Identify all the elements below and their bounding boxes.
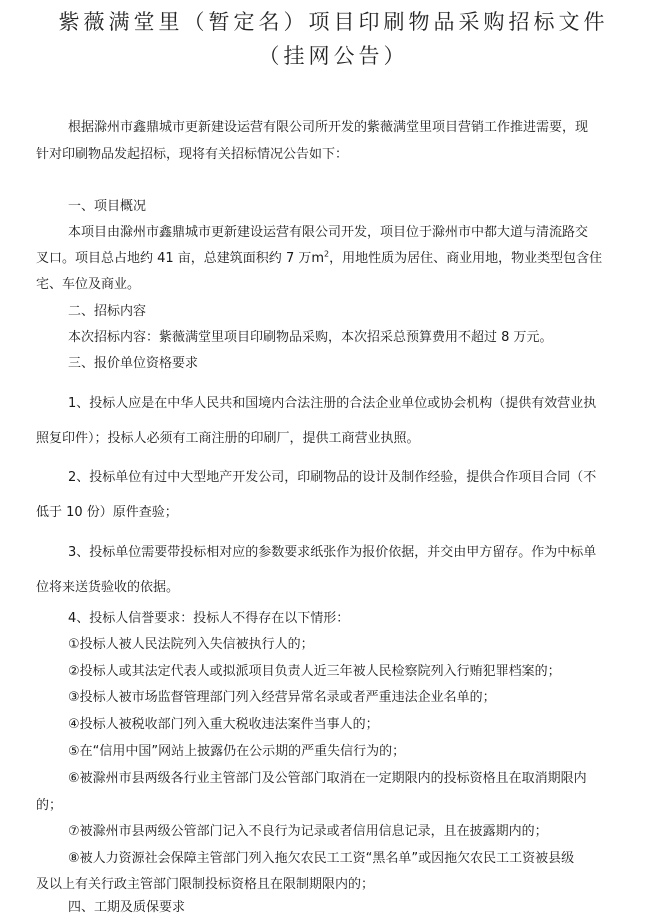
credit-item-1: ①投标人被人民法院列入失信被执行人的； <box>68 637 314 652</box>
requirement-4-heading: 4、投标人信誉要求：投标人不得存在以下情形： <box>68 611 350 626</box>
area-superscript: 2 <box>324 249 330 259</box>
intro-line-1: 根据滁州市鑫鼎城市更新建设运营有限公司所开发的紫薇满堂里项目营销工作推进需要，现 <box>68 120 589 135</box>
section-1-heading: 一、项目概况 <box>68 199 147 214</box>
requirement-1-line-1: 1、投标人应是在中华人民共和国境内合法注册的合法企业单位或协会机构（提供有效营业执 <box>68 396 597 411</box>
section-1-line-2b: ，用地性质为居住、商业用地，物业类型包含住 <box>329 251 603 266</box>
credit-item-3: ③投标人被市场监督管理部门列入经营异常名录或者严重违法企业名单的； <box>68 690 496 705</box>
credit-item-2: ②投标人或其法定代表人或拟派项目负责人近三年被人民检察院列入行贿犯罪档案的； <box>68 664 561 679</box>
section-1-line-1: 本项目由滁州市鑫鼎城市更新建设运营有限公司开发，项目位于滁州市中都大道与清流路交 <box>68 225 589 240</box>
section-1-line-2 <box>36 247 638 266</box>
section-4-heading-cut: 四、工期及质保要求 <box>68 900 186 915</box>
credit-item-6-line-2: 的； <box>36 798 63 813</box>
requirement-2-line-1: 2、投标单位有过中大型地产开发公司，印刷物品的设计及制作经验，提供合作项目合同（不 <box>68 470 597 485</box>
section-1-line-2a: 叉口。项目总占地约 41 亩，总建筑面积约 7 万m <box>36 251 325 266</box>
document-subtitle: （挂网公告） <box>258 44 409 68</box>
credit-item-4: ④投标人被税收部门列入重大税收违法案件当事人的； <box>68 717 379 732</box>
section-2-heading: 二、招标内容 <box>68 304 147 319</box>
section-2-line-1: 本次招标内容：紫薇满堂里项目印刷物品采购，本次招采总预算费用不超过 8 万元。 <box>68 330 553 345</box>
requirement-1-line-2: 照复印件）；投标人必须有工商注册的印刷厂，提供工商营业执照。 <box>36 431 420 446</box>
credit-item-7: ⑦被滁州市县两级公管部门记入不良行为记录或者信用信息记录，且在披露期内的； <box>68 824 548 839</box>
document-title: 紫薇满堂里（暂定名）项目印刷物品采购招标文件 <box>58 10 609 34</box>
requirement-3-line-1: 3、投标单位需要带投标相对应的参数要求纸张作为报价依据，并交由甲方留存。作为中标单 <box>68 545 597 560</box>
section-1-line-3: 宅、车位及商业。 <box>36 277 141 292</box>
section-3-heading: 三、报价单位资格要求 <box>68 356 199 371</box>
requirement-2-line-2: 低于 10 份）原件查验； <box>36 505 178 520</box>
credit-item-5: ⑤在“信用中国”网站上披露仍在公示期的严重失信行为的； <box>68 744 406 759</box>
intro-line-2: 针对印刷物品发起招标，现将有关招标情况公告如下： <box>36 147 349 162</box>
credit-item-6-line-1: ⑥被滁州市县两级各行业主管部门及公管部门取消在一定期限内的投标资格且在取消期限内 <box>68 771 587 786</box>
credit-item-8-line-1: ⑧被人力资源社会保障主管部门列入拖欠农民工工资“黑名单”或因拖欠农民工工资被县级 <box>68 851 575 866</box>
credit-item-8-line-2: 及以上有关行政主管部门限制投标资格且在限制期限内的； <box>36 877 375 892</box>
requirement-3-line-2: 位将来送货验收的依据。 <box>36 580 180 595</box>
